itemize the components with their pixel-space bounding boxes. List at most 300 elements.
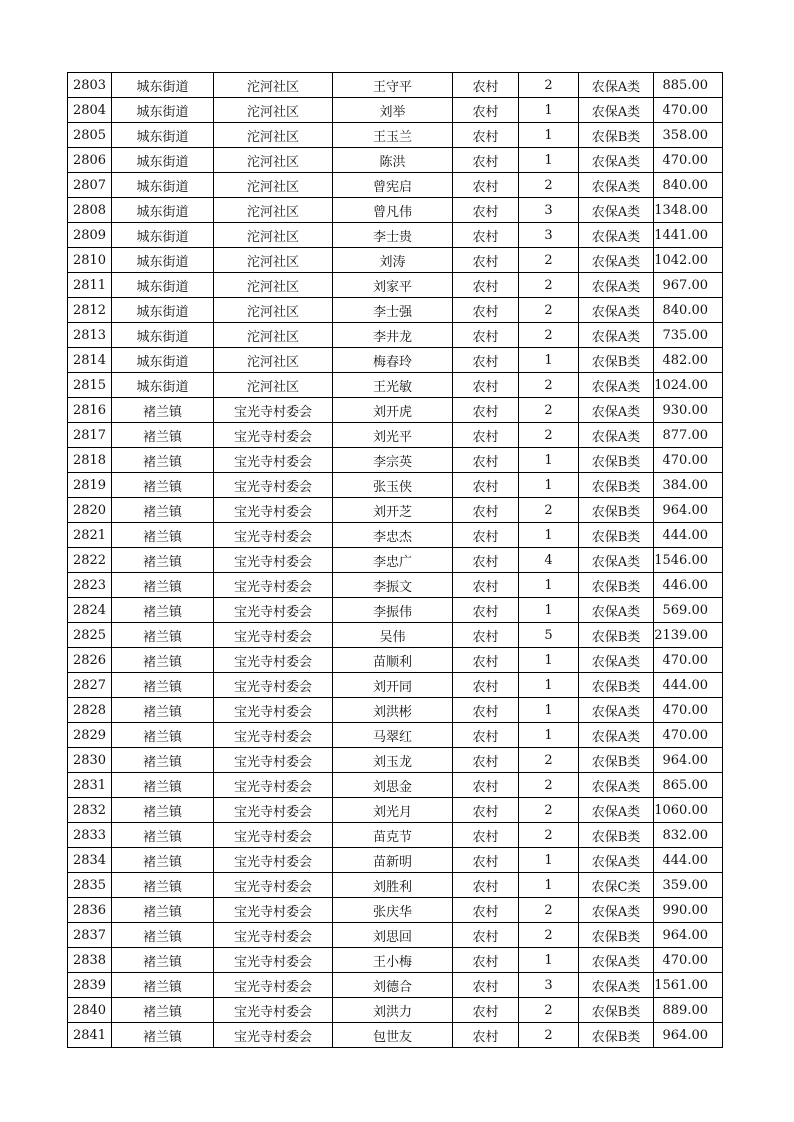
cell-category: 农保B类 (579, 123, 654, 148)
cell-community: 沱河社区 (214, 198, 333, 223)
cell-row-number: 2809 (68, 223, 112, 248)
cell-community: 宝光寺村委会 (214, 948, 333, 973)
cell-family-size: 4 (519, 548, 579, 573)
table-row (68, 148, 723, 173)
cell-name: 张玉侠 (333, 473, 453, 498)
cell-name: 王玉兰 (333, 123, 453, 148)
table-body (68, 73, 723, 1048)
cell-amount: 384.00 (654, 473, 723, 498)
cell-row-number: 2816 (68, 398, 112, 423)
cell-amount: 358.00 (654, 123, 723, 148)
table-row (68, 473, 723, 498)
cell-amount: 1042.00 (654, 248, 723, 273)
cell-household-type: 农村 (453, 123, 519, 148)
cell-category: 农保A类 (579, 798, 654, 823)
cell-name: 王小梅 (333, 948, 453, 973)
cell-street-town: 城东街道 (112, 348, 214, 373)
cell-row-number: 2814 (68, 348, 112, 373)
table-row (68, 898, 723, 923)
cell-family-size: 1 (519, 673, 579, 698)
cell-street-town: 城东街道 (112, 273, 214, 298)
cell-row-number: 2804 (68, 98, 112, 123)
table-row (68, 98, 723, 123)
cell-category: 农保A类 (579, 598, 654, 623)
cell-community: 沱河社区 (214, 98, 333, 123)
cell-category: 农保A类 (579, 173, 654, 198)
cell-community: 沱河社区 (214, 298, 333, 323)
table-row (68, 548, 723, 573)
cell-family-size: 2 (519, 73, 579, 98)
cell-category: 农保A类 (579, 698, 654, 723)
table-row (68, 523, 723, 548)
cell-category: 农保A类 (579, 73, 654, 98)
cell-street-town: 褚兰镇 (112, 923, 214, 948)
cell-name: 刘光月 (333, 798, 453, 823)
cell-family-size: 1 (519, 473, 579, 498)
cell-street-town: 城东街道 (112, 373, 214, 398)
cell-household-type: 农村 (453, 223, 519, 248)
cell-amount: 885.00 (654, 73, 723, 98)
table-row (68, 298, 723, 323)
cell-row-number: 2805 (68, 123, 112, 148)
table-row (68, 423, 723, 448)
cell-name: 李振文 (333, 573, 453, 598)
table-row (68, 998, 723, 1023)
cell-community: 宝光寺村委会 (214, 823, 333, 848)
cell-street-town: 褚兰镇 (112, 1023, 214, 1048)
cell-name: 王光敏 (333, 373, 453, 398)
table-row (68, 323, 723, 348)
cell-amount: 840.00 (654, 173, 723, 198)
cell-street-town: 城东街道 (112, 198, 214, 223)
table-row (68, 273, 723, 298)
cell-household-type: 农村 (453, 198, 519, 223)
table-row (68, 573, 723, 598)
table-row (68, 848, 723, 873)
cell-community: 宝光寺村委会 (214, 723, 333, 748)
cell-family-size: 2 (519, 798, 579, 823)
cell-category: 农保B类 (579, 1023, 654, 1048)
cell-row-number: 2825 (68, 623, 112, 648)
cell-row-number: 2839 (68, 973, 112, 998)
cell-community: 沱河社区 (214, 223, 333, 248)
cell-household-type: 农村 (453, 523, 519, 548)
cell-family-size: 2 (519, 923, 579, 948)
cell-household-type: 农村 (453, 998, 519, 1023)
cell-row-number: 2824 (68, 598, 112, 623)
cell-household-type: 农村 (453, 173, 519, 198)
cell-category: 农保A类 (579, 248, 654, 273)
cell-family-size: 3 (519, 198, 579, 223)
cell-household-type: 农村 (453, 723, 519, 748)
cell-name: 李振伟 (333, 598, 453, 623)
cell-name: 马翠红 (333, 723, 453, 748)
cell-street-town: 褚兰镇 (112, 573, 214, 598)
cell-family-size: 2 (519, 998, 579, 1023)
cell-amount: 446.00 (654, 573, 723, 598)
cell-street-town: 褚兰镇 (112, 948, 214, 973)
cell-category: 农保A类 (579, 848, 654, 873)
cell-family-size: 2 (519, 173, 579, 198)
cell-community: 沱河社区 (214, 323, 333, 348)
cell-street-town: 褚兰镇 (112, 673, 214, 698)
cell-street-town: 褚兰镇 (112, 448, 214, 473)
cell-household-type: 农村 (453, 548, 519, 573)
cell-household-type: 农村 (453, 348, 519, 373)
cell-name: 刘洪力 (333, 998, 453, 1023)
cell-name: 李士贵 (333, 223, 453, 248)
cell-name: 刘涛 (333, 248, 453, 273)
cell-household-type: 农村 (453, 1023, 519, 1048)
cell-name: 李井龙 (333, 323, 453, 348)
cell-amount: 470.00 (654, 448, 723, 473)
cell-street-town: 褚兰镇 (112, 648, 214, 673)
cell-household-type: 农村 (453, 298, 519, 323)
cell-household-type: 农村 (453, 873, 519, 898)
cell-community: 宝光寺村委会 (214, 423, 333, 448)
cell-row-number: 2811 (68, 273, 112, 298)
cell-household-type: 农村 (453, 773, 519, 798)
cell-name: 刘开芝 (333, 498, 453, 523)
cell-street-town: 城东街道 (112, 73, 214, 98)
cell-name: 刘举 (333, 98, 453, 123)
cell-street-town: 褚兰镇 (112, 998, 214, 1023)
cell-household-type: 农村 (453, 748, 519, 773)
cell-name: 李士强 (333, 298, 453, 323)
cell-row-number: 2841 (68, 1023, 112, 1048)
table-row (68, 673, 723, 698)
cell-name: 李忠广 (333, 548, 453, 573)
cell-street-town: 城东街道 (112, 148, 214, 173)
cell-community: 宝光寺村委会 (214, 873, 333, 898)
cell-row-number: 2826 (68, 648, 112, 673)
cell-household-type: 农村 (453, 373, 519, 398)
cell-row-number: 2829 (68, 723, 112, 748)
table-row (68, 773, 723, 798)
table-row (68, 923, 723, 948)
cell-family-size: 3 (519, 223, 579, 248)
cell-row-number: 2838 (68, 948, 112, 973)
cell-family-size: 2 (519, 1023, 579, 1048)
cell-amount: 964.00 (654, 498, 723, 523)
cell-row-number: 2819 (68, 473, 112, 498)
cell-community: 宝光寺村委会 (214, 523, 333, 548)
cell-amount: 359.00 (654, 873, 723, 898)
cell-family-size: 1 (519, 148, 579, 173)
cell-family-size: 1 (519, 98, 579, 123)
cell-row-number: 2832 (68, 798, 112, 823)
cell-name: 刘思金 (333, 773, 453, 798)
cell-community: 宝光寺村委会 (214, 673, 333, 698)
cell-street-town: 褚兰镇 (112, 798, 214, 823)
cell-household-type: 农村 (453, 248, 519, 273)
cell-community: 宝光寺村委会 (214, 698, 333, 723)
cell-street-town: 褚兰镇 (112, 423, 214, 448)
cell-street-town: 褚兰镇 (112, 623, 214, 648)
cell-category: 农保B类 (579, 523, 654, 548)
cell-household-type: 农村 (453, 473, 519, 498)
cell-category: 农保A类 (579, 298, 654, 323)
cell-street-town: 褚兰镇 (112, 398, 214, 423)
table-row (68, 448, 723, 473)
cell-amount: 865.00 (654, 773, 723, 798)
cell-street-town: 褚兰镇 (112, 698, 214, 723)
cell-household-type: 农村 (453, 648, 519, 673)
table-row (68, 198, 723, 223)
cell-amount: 470.00 (654, 98, 723, 123)
cell-amount: 735.00 (654, 323, 723, 348)
cell-street-town: 褚兰镇 (112, 748, 214, 773)
table-row (68, 1023, 723, 1048)
cell-community: 宝光寺村委会 (214, 398, 333, 423)
cell-street-town: 褚兰镇 (112, 898, 214, 923)
cell-category: 农保B类 (579, 498, 654, 523)
cell-household-type: 农村 (453, 398, 519, 423)
table-row (68, 173, 723, 198)
cell-community: 宝光寺村委会 (214, 1023, 333, 1048)
cell-amount: 1441.00 (654, 223, 723, 248)
cell-row-number: 2815 (68, 373, 112, 398)
cell-name: 刘德合 (333, 973, 453, 998)
cell-community: 宝光寺村委会 (214, 748, 333, 773)
table-row (68, 598, 723, 623)
cell-household-type: 农村 (453, 673, 519, 698)
cell-household-type: 农村 (453, 798, 519, 823)
cell-row-number: 2822 (68, 548, 112, 573)
table-row (68, 723, 723, 748)
cell-name: 吴伟 (333, 623, 453, 648)
cell-category: 农保B类 (579, 573, 654, 598)
cell-name: 刘开虎 (333, 398, 453, 423)
cell-amount: 990.00 (654, 898, 723, 923)
table-row (68, 798, 723, 823)
cell-category: 农保A类 (579, 223, 654, 248)
cell-name: 曾宪启 (333, 173, 453, 198)
cell-community: 沱河社区 (214, 123, 333, 148)
cell-amount: 1060.00 (654, 798, 723, 823)
cell-row-number: 2806 (68, 148, 112, 173)
cell-household-type: 农村 (453, 423, 519, 448)
cell-name: 刘胜利 (333, 873, 453, 898)
cell-household-type: 农村 (453, 973, 519, 998)
cell-household-type: 农村 (453, 273, 519, 298)
cell-street-town: 城东街道 (112, 98, 214, 123)
table-row (68, 223, 723, 248)
cell-name: 李忠杰 (333, 523, 453, 548)
cell-amount: 877.00 (654, 423, 723, 448)
cell-category: 农保B类 (579, 448, 654, 473)
cell-row-number: 2807 (68, 173, 112, 198)
table-row (68, 648, 723, 673)
cell-name: 包世友 (333, 1023, 453, 1048)
cell-community: 宝光寺村委会 (214, 773, 333, 798)
cell-amount: 889.00 (654, 998, 723, 1023)
cell-amount: 1561.00 (654, 973, 723, 998)
cell-category: 农保A类 (579, 948, 654, 973)
cell-family-size: 2 (519, 398, 579, 423)
cell-category: 农保A类 (579, 323, 654, 348)
cell-household-type: 农村 (453, 73, 519, 98)
cell-name: 刘思回 (333, 923, 453, 948)
cell-household-type: 农村 (453, 923, 519, 948)
cell-community: 宝光寺村委会 (214, 448, 333, 473)
cell-street-town: 褚兰镇 (112, 548, 214, 573)
cell-category: 农保B类 (579, 623, 654, 648)
cell-amount: 964.00 (654, 748, 723, 773)
cell-community: 宝光寺村委会 (214, 623, 333, 648)
cell-name: 刘开同 (333, 673, 453, 698)
cell-category: 农保A类 (579, 198, 654, 223)
cell-amount: 444.00 (654, 673, 723, 698)
cell-family-size: 2 (519, 323, 579, 348)
table-row (68, 823, 723, 848)
cell-row-number: 2813 (68, 323, 112, 348)
cell-community: 沱河社区 (214, 348, 333, 373)
cell-amount: 1348.00 (654, 198, 723, 223)
cell-category: 农保A类 (579, 273, 654, 298)
cell-family-size: 1 (519, 448, 579, 473)
cell-community: 沱河社区 (214, 148, 333, 173)
cell-amount: 1024.00 (654, 373, 723, 398)
cell-amount: 964.00 (654, 923, 723, 948)
cell-street-town: 城东街道 (112, 223, 214, 248)
cell-family-size: 1 (519, 723, 579, 748)
cell-category: 农保B类 (579, 673, 654, 698)
cell-family-size: 1 (519, 948, 579, 973)
cell-row-number: 2837 (68, 923, 112, 948)
cell-row-number: 2830 (68, 748, 112, 773)
table-row (68, 398, 723, 423)
cell-street-town: 褚兰镇 (112, 523, 214, 548)
cell-street-town: 城东街道 (112, 173, 214, 198)
cell-row-number: 2810 (68, 248, 112, 273)
cell-category: 农保B类 (579, 473, 654, 498)
cell-street-town: 城东街道 (112, 323, 214, 348)
cell-family-size: 1 (519, 523, 579, 548)
cell-street-town: 褚兰镇 (112, 723, 214, 748)
cell-family-size: 2 (519, 423, 579, 448)
cell-name: 张庆华 (333, 898, 453, 923)
table-row (68, 248, 723, 273)
cell-category: 农保A类 (579, 973, 654, 998)
cell-amount: 967.00 (654, 273, 723, 298)
cell-row-number: 2821 (68, 523, 112, 548)
cell-family-size: 2 (519, 748, 579, 773)
table-row (68, 498, 723, 523)
cell-family-size: 1 (519, 348, 579, 373)
cell-household-type: 农村 (453, 98, 519, 123)
cell-name: 曾凡伟 (333, 198, 453, 223)
cell-household-type: 农村 (453, 698, 519, 723)
cell-household-type: 农村 (453, 573, 519, 598)
cell-household-type: 农村 (453, 948, 519, 973)
cell-household-type: 农村 (453, 148, 519, 173)
cell-category: 农保B类 (579, 748, 654, 773)
cell-family-size: 2 (519, 823, 579, 848)
cell-row-number: 2840 (68, 998, 112, 1023)
cell-amount: 482.00 (654, 348, 723, 373)
table-row (68, 373, 723, 398)
cell-family-size: 5 (519, 623, 579, 648)
cell-row-number: 2828 (68, 698, 112, 723)
cell-row-number: 2834 (68, 848, 112, 873)
cell-row-number: 2808 (68, 198, 112, 223)
cell-community: 宝光寺村委会 (214, 923, 333, 948)
cell-community: 宝光寺村委会 (214, 998, 333, 1023)
cell-street-town: 褚兰镇 (112, 773, 214, 798)
cell-category: 农保B类 (579, 923, 654, 948)
cell-family-size: 2 (519, 273, 579, 298)
cell-household-type: 农村 (453, 823, 519, 848)
cell-name: 王守平 (333, 73, 453, 98)
cell-community: 沱河社区 (214, 73, 333, 98)
cell-amount: 470.00 (654, 948, 723, 973)
cell-street-town: 褚兰镇 (112, 848, 214, 873)
cell-family-size: 1 (519, 648, 579, 673)
cell-name: 刘洪彬 (333, 698, 453, 723)
cell-household-type: 农村 (453, 848, 519, 873)
cell-row-number: 2812 (68, 298, 112, 323)
cell-amount: 444.00 (654, 523, 723, 548)
cell-family-size: 2 (519, 498, 579, 523)
cell-community: 宝光寺村委会 (214, 598, 333, 623)
cell-household-type: 农村 (453, 623, 519, 648)
cell-amount: 470.00 (654, 723, 723, 748)
cell-name: 刘玉龙 (333, 748, 453, 773)
cell-category: 农保A类 (579, 773, 654, 798)
cell-household-type: 农村 (453, 598, 519, 623)
table-row (68, 623, 723, 648)
cell-category: 农保A类 (579, 373, 654, 398)
cell-community: 宝光寺村委会 (214, 548, 333, 573)
cell-family-size: 2 (519, 773, 579, 798)
cell-name: 刘家平 (333, 273, 453, 298)
cell-community: 宝光寺村委会 (214, 473, 333, 498)
cell-amount: 470.00 (654, 148, 723, 173)
cell-street-town: 城东街道 (112, 248, 214, 273)
cell-community: 宝光寺村委会 (214, 898, 333, 923)
cell-street-town: 城东街道 (112, 123, 214, 148)
cell-family-size: 1 (519, 598, 579, 623)
cell-row-number: 2823 (68, 573, 112, 598)
cell-row-number: 2820 (68, 498, 112, 523)
cell-street-town: 褚兰镇 (112, 598, 214, 623)
table-row (68, 348, 723, 373)
cell-community: 沱河社区 (214, 373, 333, 398)
cell-amount: 470.00 (654, 648, 723, 673)
cell-family-size: 1 (519, 573, 579, 598)
cell-street-town: 城东街道 (112, 298, 214, 323)
cell-category: 农保B类 (579, 998, 654, 1023)
cell-category: 农保B类 (579, 348, 654, 373)
relief-table (67, 72, 723, 1048)
cell-street-town: 褚兰镇 (112, 973, 214, 998)
cell-name: 苗新明 (333, 848, 453, 873)
cell-community: 宝光寺村委会 (214, 798, 333, 823)
cell-name: 陈洪 (333, 148, 453, 173)
cell-family-size: 3 (519, 973, 579, 998)
cell-row-number: 2817 (68, 423, 112, 448)
cell-street-town: 褚兰镇 (112, 498, 214, 523)
cell-community: 宝光寺村委会 (214, 973, 333, 998)
cell-category: 农保A类 (579, 423, 654, 448)
cell-community: 宝光寺村委会 (214, 498, 333, 523)
table-row (68, 748, 723, 773)
cell-amount: 2139.00 (654, 623, 723, 648)
cell-family-size: 1 (519, 123, 579, 148)
cell-street-town: 褚兰镇 (112, 823, 214, 848)
cell-name: 苗克节 (333, 823, 453, 848)
